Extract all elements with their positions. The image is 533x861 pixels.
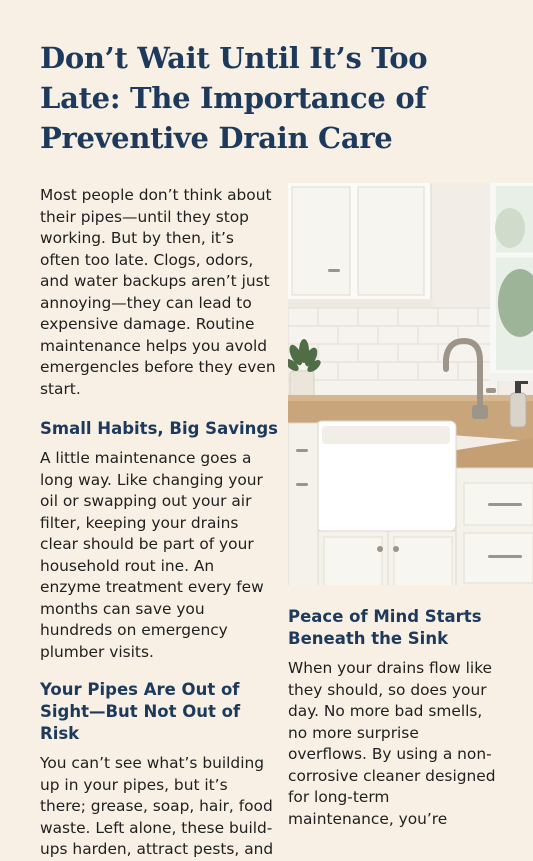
section-heading-small-habits: Small Habits, Big Savings [40, 419, 278, 438]
kitchen-sink-illustration [288, 183, 533, 585]
kitchen-sink-photo [288, 183, 533, 585]
article-title: Don’t Wait Until It’s Too Late: The Importance of Preventive Drain Care [40, 41, 428, 155]
intro-paragraph: Most people don’t think about their pipes—until they stop working. But by then, it’s often too late. Clogs, odors, and water backups aren’t just annoying—they can lead to expensive damage. Routine maintenance helps you avold emergencles before they even start. [40, 186, 276, 398]
left-column [40, 185, 278, 861]
section-heading-peace-of-mind: Peace of Mind Starts Beneath the Sink [288, 607, 482, 648]
right-column [288, 606, 498, 830]
section-body-peace-of-mind: When your drains flow like they should, so does your day. No more bad smells, no more surprise overflows. By using a non-corrosive cleaner designed for long-term maintenance, you’re [288, 659, 496, 828]
section-body-small-habits: A little maintenance goes a long way. Like changing your oil or swapping out your air filter, keeping your drains clear should be part of your household rout ine. An enzyme treatment every few months can save you hundreds on emergency plumber visits. [40, 449, 264, 661]
section-body-out-of-sight: You can’t see what’s building up in your pipes, but it’s there; grease, soap, hair, food waste. Left alone, these build-ups harden, attract pests, and [40, 754, 274, 858]
section-heading-out-of-sight: Your Pipes Are Out of Sight—But Not Out of Risk [40, 680, 241, 743]
